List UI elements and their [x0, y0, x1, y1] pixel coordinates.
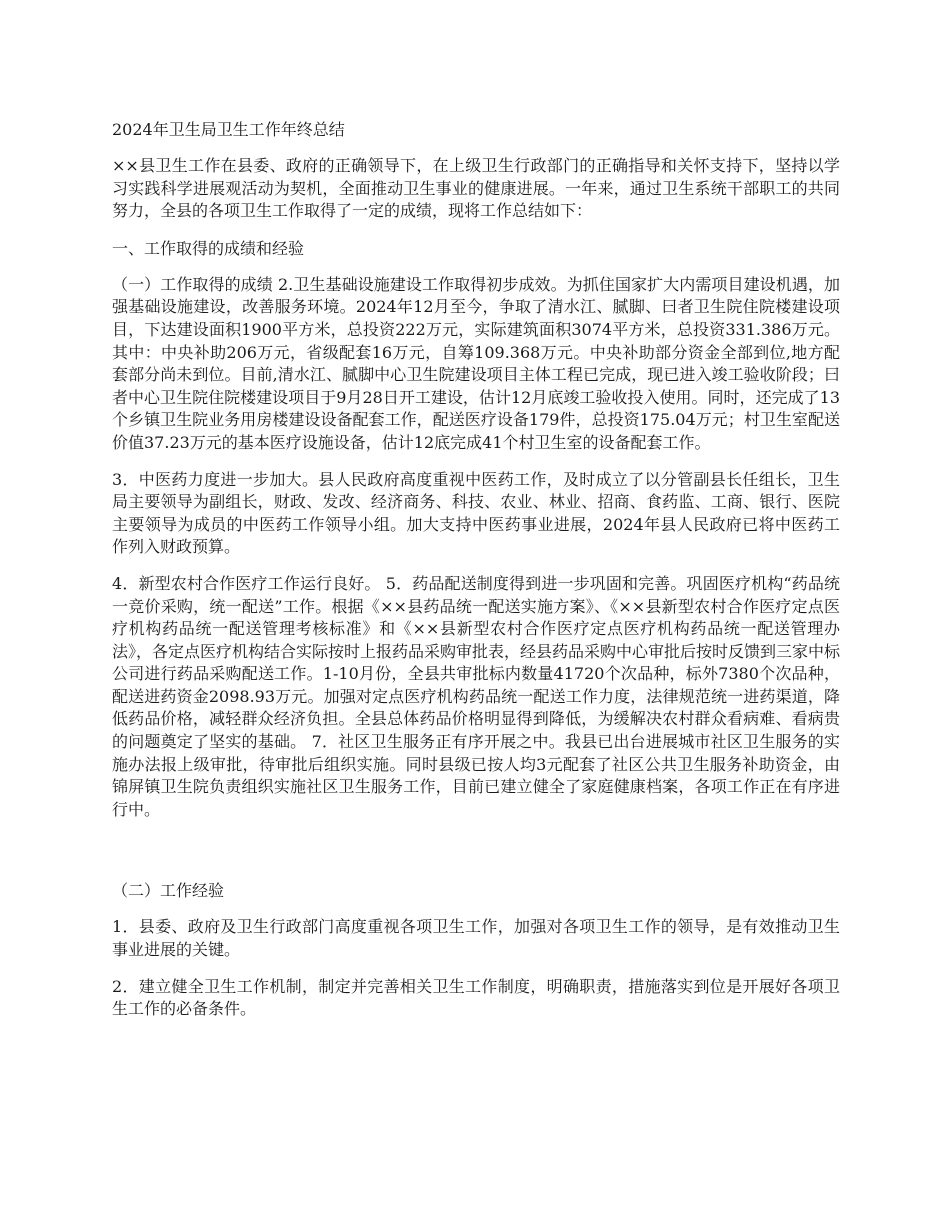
document-title: 2024年卫生局卫生工作年终总结 [112, 120, 345, 139]
experience-item-2: 2．建立健全卫生工作机制，制定并完善相关卫生工作制度，明确职责，措施落实到位是开展好各项卫生工作的必备条件。 [112, 976, 840, 1019]
intro-paragraph: ××县卫生工作在县委、政府的正确领导下，在上级卫生行政部门的正确指导和关怀支持下，坚持以学习实践科学进展观活动为契机，全面推动卫生事业的健康进展。一年来，通过卫生系统干部职工的共同努力，全县的各项卫生工作取得了一定的成绩，现将工作总结如下： [112, 156, 840, 221]
experience-item-1: 1．县委、政府及卫生行政部门高度重视各项卫生工作，加强对各项卫生工作的领导，是有效推动卫生事业进展的关键。 [112, 917, 840, 960]
section-gap [112, 835, 840, 879]
section-2-heading: （二）工作经验 [112, 881, 225, 901]
achievements-paragraph-tcm: 3．中医药力度进一步加大。县人民政府高度重视中医药工作，及时成立了以分管副县长任组长，卫生局主要领导为副组长，财政、发改、经济商务、科技、农业、林业、招商、食药监、工商、银行、医院主要领导为成员的中医药工作领导小组。加大支持中医药事业进展，2024年县人民政府已将中医药工作列入财政预算。 [112, 469, 840, 557]
achievements-paragraph-infrastructure: （一）工作取得的成绩 2.卫生基础设施建设工作取得初步成效。为抓住国家扩大内需项目建设机遇，加强基础设施建设，改善服务环境。2024年12月至今，争取了清水江、腻脚、曰者卫生院住院楼建设项目，下达建设面积1900平方米，总投资222万元，实际建筑面积3074平方米，总投资331.386万元。其中：中央补助206万元，省级配套16万元，自筹109.368万元。中央补助部分资金全部到位,地方配套部分尚未到位。目前,清水江、腻脚中心卫生院建设项目主体工程已完成，现已进入竣工验收阶段；曰者中心卫生院住院楼建设项目于9月28日开工建设，估计12月底竣工验收投入使用。同时，还完成了13个乡镇卫生院业务用房楼建设设备配套工作，配送医疗设备179件，总投资175.04万元；村卫生室配送价值37.23万元的基本医疗设施设备，估计12底完成41个村卫生室的设备配套工作。 [112, 274, 840, 452]
document-page [112, 118, 840, 1035]
achievements-paragraph-drug-distribution: 4．新型农村合作医疗工作运行良好。 5．药品配送制度得到进一步巩固和完善。巩固医疗机构“药品统一竞价采购，统一配送”工作。根据《××县药品统一配送实施方案》、《××县新型农村合作医疗定点医疗机构药品统一配送管理考核标准》和《××县新型农村合作医疗定点医疗机构药品统一配送管理办法》，各定点医疗机构结合实际按时上报药品采购审批表，经县药品采购中心审批后按时反馈到三家中标公司进行药品采购配送工作。1-10月份，全县共审批标内数量41720个次品种，标外7380个次品种，配送进药资金2098.93万元。加强对定点医疗机构药品统一配送工作力度，法律规范统一进药渠道，降低药品价格，减轻群众经济负担。全县总体药品价格明显得到降低，为缓解决农村群众看病难、看病贵的问题奠定了坚实的基础。 7．社区卫生服务正有序开展之中。我县已出台进展城市社区卫生服务的实施办法报上级审批，待审批后组织实施。同时县级已按人均3元配套了社区公共卫生服务补助资金，由锦屏镇卫生院负责组织实施社区卫生服务工作，目前已建立健全了家庭健康档案，各项工作正在有序进行中。 [112, 573, 841, 819]
section-1-heading: 一、工作取得的成绩和经验 [112, 238, 305, 258]
